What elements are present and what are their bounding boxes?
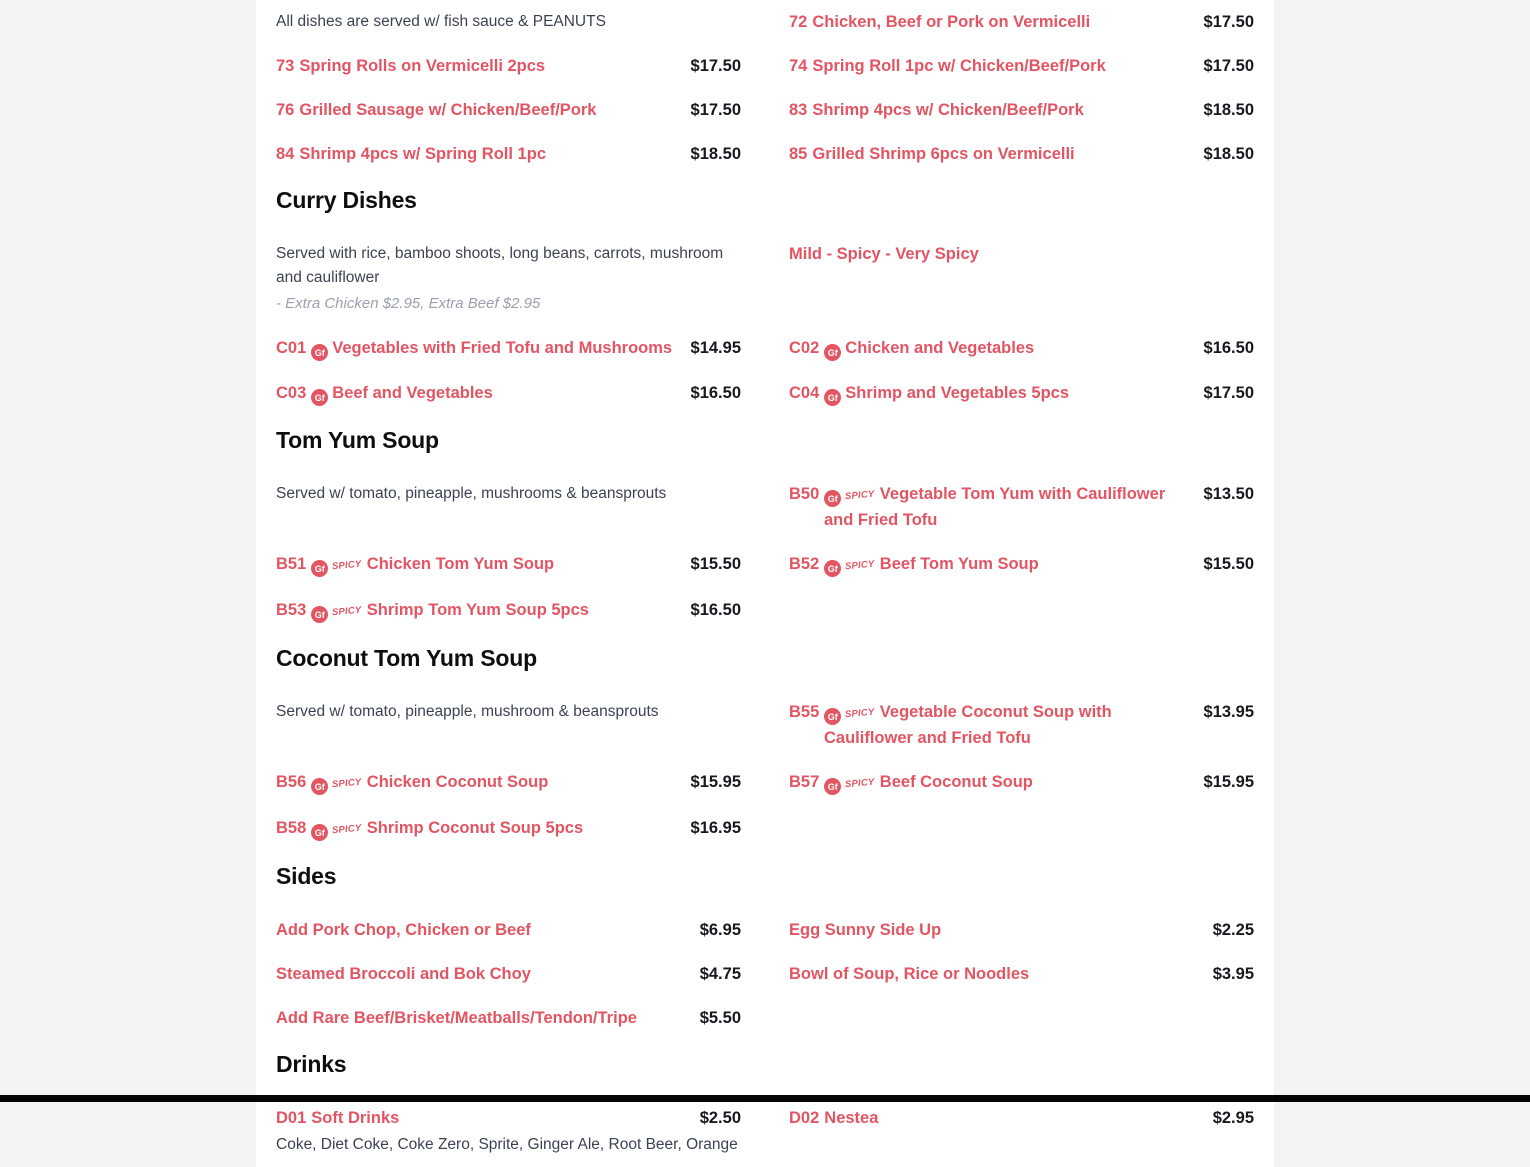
item-price: $17.50 bbox=[1203, 384, 1254, 402]
menu-row bbox=[256, 690, 1274, 760]
spicy-icon: SPICY bbox=[844, 706, 876, 721]
item-price: $17.50 bbox=[690, 57, 741, 75]
menu-row bbox=[256, 88, 1274, 132]
item-name bbox=[276, 98, 691, 122]
menu-item[interactable] bbox=[276, 326, 741, 371]
item-name bbox=[276, 336, 691, 361]
item-name-text: Add Rare Beef/Brisket/Meatballs/Tendon/Tripe bbox=[276, 1009, 637, 1027]
menu-item[interactable] bbox=[276, 1096, 741, 1167]
menu-row bbox=[256, 0, 1274, 44]
menu-item[interactable] bbox=[789, 44, 1254, 88]
section-description-text: Served w/ tomato, pineapple, mushrooms & beansprouts bbox=[276, 485, 667, 502]
item-name-text: Shrimp and Vegetables 5pcs bbox=[845, 384, 1070, 402]
menu-row bbox=[256, 232, 1274, 326]
item-name bbox=[276, 1006, 700, 1030]
item-name bbox=[789, 1106, 1213, 1130]
section-description bbox=[276, 0, 741, 44]
item-code: C02 bbox=[789, 339, 820, 357]
item-code: B52 bbox=[789, 555, 820, 573]
spicy-icon: SPICY bbox=[331, 604, 363, 619]
item-price: $18.50 bbox=[1203, 101, 1254, 119]
gluten-free-icon: Gf bbox=[311, 344, 328, 361]
item-price: $15.95 bbox=[690, 773, 741, 791]
menu-section bbox=[256, 425, 1274, 634]
menu-item[interactable] bbox=[789, 760, 1254, 806]
item-price: $18.50 bbox=[690, 145, 741, 163]
item-price: $13.50 bbox=[1203, 485, 1254, 503]
item-description: Coke, Diet Coke, Coke Zero, Sprite, Ginger Ale, Root Beer, Orange bbox=[276, 1136, 738, 1153]
item-name bbox=[789, 962, 1213, 986]
gluten-free-icon: Gf bbox=[824, 778, 841, 795]
menu-item-line bbox=[276, 1106, 741, 1130]
item-name-text: Spring Roll 1pc w/ Chicken/Beef/Pork bbox=[812, 57, 1106, 75]
menu-item[interactable] bbox=[276, 760, 741, 806]
menu-item[interactable] bbox=[276, 371, 741, 416]
item-code: B58 bbox=[276, 819, 307, 837]
section-description-text: Served w/ tomato, pineapple, mushroom & beansprouts bbox=[276, 703, 659, 720]
item-name bbox=[789, 336, 1204, 361]
menu-item[interactable] bbox=[789, 371, 1254, 416]
item-price: $2.95 bbox=[1212, 1109, 1254, 1127]
menu-item[interactable] bbox=[276, 132, 741, 176]
item-code: 76 bbox=[276, 101, 295, 119]
spice-level-text: Mild - Spicy - Very Spicy bbox=[789, 245, 979, 263]
spicy-icon: SPICY bbox=[844, 776, 876, 791]
menu-item[interactable] bbox=[276, 996, 741, 1040]
item-price: $4.75 bbox=[699, 965, 741, 983]
item-name-text: Soft Drinks bbox=[311, 1109, 400, 1127]
item-name-text: Vegetable Tom Yum with Cauliflower and Fried Tofu bbox=[824, 485, 1166, 529]
gluten-free-icon: Gf bbox=[311, 560, 328, 577]
item-code: 74 bbox=[789, 57, 808, 75]
item-code: C04 bbox=[789, 384, 820, 402]
menu-item[interactable] bbox=[789, 690, 1254, 760]
item-name bbox=[276, 552, 691, 578]
item-price: $18.50 bbox=[1203, 145, 1254, 163]
item-code: D02 bbox=[789, 1109, 820, 1127]
item-code: C01 bbox=[276, 339, 307, 357]
gluten-free-icon: Gf bbox=[311, 778, 328, 795]
menu-item[interactable] bbox=[789, 952, 1254, 996]
item-name bbox=[276, 962, 700, 986]
gluten-free-icon: Gf bbox=[824, 490, 841, 507]
item-name bbox=[276, 598, 691, 624]
item-price: $17.50 bbox=[690, 101, 741, 119]
spicy-icon: SPICY bbox=[331, 776, 363, 791]
menu-item[interactable] bbox=[276, 44, 741, 88]
section-description bbox=[276, 232, 741, 326]
menu-row bbox=[256, 588, 1274, 634]
item-name bbox=[276, 770, 691, 796]
spicy-icon: SPICY bbox=[844, 488, 876, 503]
item-name-text: Shrimp Coconut Soup 5pcs bbox=[366, 819, 584, 837]
spicy-icon: SPICY bbox=[331, 558, 363, 573]
menu-item[interactable] bbox=[789, 88, 1254, 132]
section-extra-note: - Extra Chicken $2.95, Extra Beef $2.95 bbox=[276, 295, 541, 312]
menu-row bbox=[256, 132, 1274, 176]
item-name-text: Chicken, Beef or Pork on Vermicelli bbox=[812, 13, 1091, 31]
item-name bbox=[789, 918, 1213, 942]
menu-card bbox=[256, 0, 1274, 1167]
item-name bbox=[789, 381, 1204, 406]
menu-section bbox=[256, 643, 1274, 852]
item-name-text: Steamed Broccoli and Bok Choy bbox=[276, 965, 531, 983]
empty-cell bbox=[789, 588, 1254, 634]
item-name bbox=[276, 1106, 700, 1130]
item-code: B51 bbox=[276, 555, 307, 573]
menu-item[interactable] bbox=[789, 472, 1254, 542]
menu-item[interactable] bbox=[276, 806, 741, 852]
item-price: $16.50 bbox=[690, 601, 741, 619]
item-name-text: Chicken Coconut Soup bbox=[366, 773, 549, 791]
menu-row bbox=[256, 952, 1274, 996]
item-name bbox=[789, 10, 1204, 34]
item-name-text: Grilled Shrimp 6pcs on Vermicelli bbox=[812, 145, 1075, 163]
menu-section bbox=[256, 1049, 1274, 1167]
item-price: $3.95 bbox=[1212, 965, 1254, 983]
menu-item[interactable] bbox=[276, 542, 741, 588]
spicy-icon: SPICY bbox=[844, 558, 876, 573]
item-price: $15.50 bbox=[1203, 555, 1254, 573]
spicy-icon: SPICY bbox=[331, 822, 363, 837]
item-price: $16.95 bbox=[690, 819, 741, 837]
item-code: B56 bbox=[276, 773, 307, 791]
item-code: 83 bbox=[789, 101, 808, 119]
item-price: $13.95 bbox=[1203, 703, 1254, 721]
item-name-text: Chicken and Vegetables bbox=[845, 339, 1035, 357]
item-name-text: Beef Tom Yum Soup bbox=[879, 555, 1039, 573]
menu-item[interactable] bbox=[789, 908, 1254, 952]
section-description bbox=[276, 690, 741, 760]
section-title: Curry Dishes bbox=[276, 187, 417, 213]
gluten-free-icon: Gf bbox=[311, 389, 328, 406]
empty-cell bbox=[789, 996, 1254, 1040]
item-name-text: Chicken Tom Yum Soup bbox=[366, 555, 555, 573]
menu-section bbox=[256, 861, 1274, 1040]
menu-item[interactable] bbox=[276, 952, 741, 996]
spice-level-note bbox=[789, 232, 1254, 326]
item-name bbox=[789, 482, 1204, 532]
item-name bbox=[789, 54, 1204, 78]
section-description bbox=[276, 472, 741, 542]
item-price: $2.50 bbox=[699, 1109, 741, 1127]
section-title: Coconut Tom Yum Soup bbox=[276, 645, 537, 671]
item-name bbox=[276, 54, 691, 78]
menu-item[interactable] bbox=[276, 908, 741, 952]
section-description-text: All dishes are served w/ fish sauce & PEANUTS bbox=[276, 13, 606, 30]
bottom-divider-bar bbox=[0, 1095, 1530, 1102]
section-title: Tom Yum Soup bbox=[276, 427, 439, 453]
menu-row bbox=[256, 908, 1274, 952]
item-price: $16.50 bbox=[690, 384, 741, 402]
item-code: 72 bbox=[789, 13, 808, 31]
gluten-free-icon: Gf bbox=[824, 344, 841, 361]
item-code: D01 bbox=[276, 1109, 307, 1127]
section-title: Sides bbox=[276, 863, 337, 889]
item-name-text: Bowl of Soup, Rice or Noodles bbox=[789, 965, 1030, 983]
item-price: $5.50 bbox=[699, 1009, 741, 1027]
menu-row bbox=[256, 1096, 1274, 1167]
menu-item[interactable] bbox=[789, 1096, 1254, 1167]
menu-item[interactable] bbox=[789, 132, 1254, 176]
item-price: $16.50 bbox=[1203, 339, 1254, 357]
item-name bbox=[789, 770, 1204, 796]
menu-row bbox=[256, 472, 1274, 542]
item-price: $15.50 bbox=[690, 555, 741, 573]
item-code: 84 bbox=[276, 145, 295, 163]
gluten-free-icon: Gf bbox=[824, 560, 841, 577]
menu-row bbox=[256, 542, 1274, 588]
item-name-text: Egg Sunny Side Up bbox=[789, 921, 942, 939]
menu-item[interactable] bbox=[276, 88, 741, 132]
section-title: Drinks bbox=[276, 1051, 347, 1077]
item-price: $17.50 bbox=[1203, 13, 1254, 31]
item-name bbox=[789, 552, 1204, 578]
menu-section bbox=[256, 0, 1274, 176]
item-name-text: Beef Coconut Soup bbox=[879, 773, 1033, 791]
item-code: B57 bbox=[789, 773, 820, 791]
item-name-text: Shrimp Tom Yum Soup 5pcs bbox=[366, 601, 589, 619]
section-description-text: Served with rice, bamboo shoots, long beans, carrots, mushroom and cauliflower bbox=[276, 245, 724, 286]
menu-row bbox=[256, 326, 1274, 371]
menu-row bbox=[256, 760, 1274, 806]
empty-cell bbox=[789, 806, 1254, 852]
gluten-free-icon: Gf bbox=[824, 389, 841, 406]
menu-item[interactable] bbox=[789, 326, 1254, 371]
item-code: C03 bbox=[276, 384, 307, 402]
gluten-free-icon: Gf bbox=[311, 824, 328, 841]
menu-item[interactable] bbox=[789, 542, 1254, 588]
menu-item[interactable] bbox=[789, 0, 1254, 44]
item-name bbox=[789, 142, 1204, 166]
menu-row bbox=[256, 44, 1274, 88]
item-price: $6.95 bbox=[699, 921, 741, 939]
item-price: $15.95 bbox=[1203, 773, 1254, 791]
item-price: $2.25 bbox=[1212, 921, 1254, 939]
item-name-text: Beef and Vegetables bbox=[332, 384, 493, 402]
menu-section bbox=[256, 185, 1274, 416]
item-name-text: Vegetable Coconut Soup with Cauliflower and Fried Tofu bbox=[824, 703, 1112, 747]
item-code: 73 bbox=[276, 57, 295, 75]
item-name-text: Shrimp 4pcs w/ Chicken/Beef/Pork bbox=[812, 101, 1084, 119]
item-code: 85 bbox=[789, 145, 808, 163]
item-name-text: Nestea bbox=[824, 1109, 879, 1127]
item-name bbox=[789, 98, 1204, 122]
item-name-text: Grilled Sausage w/ Chicken/Beef/Pork bbox=[299, 101, 597, 119]
gluten-free-icon: Gf bbox=[824, 708, 841, 725]
item-name bbox=[276, 918, 700, 942]
gluten-free-icon: Gf bbox=[311, 606, 328, 623]
item-name-text: Add Pork Chop, Chicken or Beef bbox=[276, 921, 531, 939]
item-name-text: Spring Rolls on Vermicelli 2pcs bbox=[299, 57, 546, 75]
item-name bbox=[276, 816, 691, 842]
item-code: B53 bbox=[276, 601, 307, 619]
item-name-text: Shrimp 4pcs w/ Spring Roll 1pc bbox=[299, 145, 546, 163]
item-price: $17.50 bbox=[1203, 57, 1254, 75]
item-code: B50 bbox=[789, 485, 820, 503]
menu-item[interactable] bbox=[276, 588, 741, 634]
menu-row bbox=[256, 996, 1274, 1040]
item-price: $14.95 bbox=[690, 339, 741, 357]
menu-row bbox=[256, 806, 1274, 852]
item-name bbox=[789, 700, 1204, 750]
item-code: B55 bbox=[789, 703, 820, 721]
menu-row bbox=[256, 371, 1274, 416]
item-name bbox=[276, 142, 691, 166]
item-name bbox=[276, 381, 691, 406]
item-name-text: Vegetables with Fried Tofu and Mushrooms bbox=[332, 339, 673, 357]
